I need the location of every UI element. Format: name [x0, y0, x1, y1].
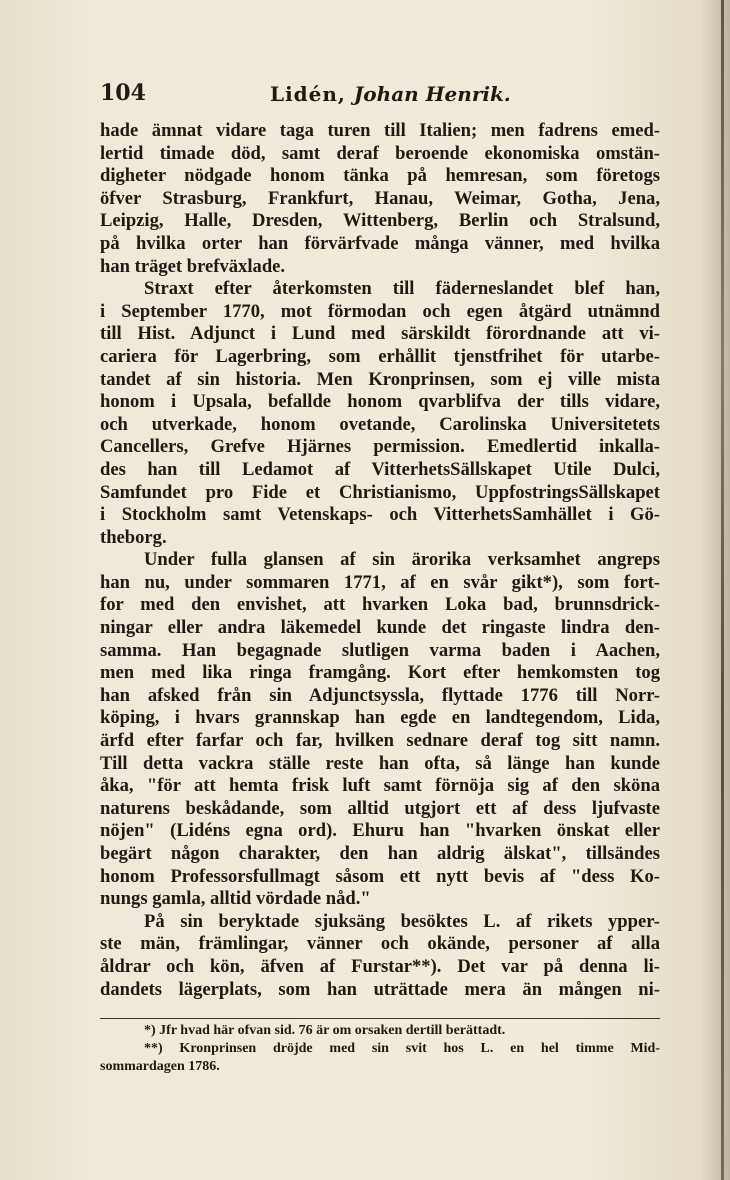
- text-line: for med den envishet, att hvarken Loka bad, brunnsdrick-: [100, 594, 660, 616]
- text-line: tandet af sin historia. Men Kronprinsen, som ej ville mista: [100, 368, 660, 390]
- page-edge: [721, 0, 724, 1180]
- text-line: ste män, främlingar, vänner och okände, personer af alla: [100, 933, 660, 955]
- page-header: [100, 80, 660, 112]
- footnotes: [100, 1022, 660, 1076]
- text-line: naturens beskådande, som alltid utgjort ett af dess ljufvaste: [100, 797, 660, 819]
- text-line: Under fulla glansen af sin ärorika verksamhet angreps: [144, 549, 660, 571]
- footnote: sommardagen 1786.: [100, 1059, 220, 1074]
- body-text: [100, 120, 660, 1001]
- text-line: han träget brefväxlade.: [100, 255, 286, 277]
- text-line: till Hist. Adjunct i Lund med särskildt förordnande att vi-: [100, 323, 660, 345]
- text-line: theborg.: [100, 526, 167, 548]
- text-line: åldrar och kön, äfven af Furstar**). Det var på denna li-: [100, 955, 660, 977]
- footnote: *) Jfr hvad här ofvan sid. 76 är om orsaken dertill berättadt.: [144, 1023, 506, 1038]
- text-line: Samfundet pro Fide et Christianismo, UppfostringsSällskapet: [100, 481, 660, 503]
- text-line: Leipzig, Halle, Dresden, Wittenberg, Berlin och Stralsund,: [100, 210, 660, 232]
- text-line: cariera för Lagerbring, som erhållit tjenstfrihet för utarbe-: [100, 345, 660, 367]
- text-line: Cancellers, Grefve Hjärnes permission. Emedlertid inkalla-: [100, 436, 660, 458]
- text-line: dandets lägerplats, som han uträttade mera än mången ni-: [100, 978, 660, 1000]
- text-line: nungs gamla, alltid vördade nåd.": [100, 888, 371, 910]
- text-line: öfver Strasburg, Frankfurt, Hanau, Weimar, Gotha, Jena,: [100, 187, 660, 209]
- text-line: hade ämnat vidare taga turen till Italien; men fadrens emed-: [100, 120, 660, 141]
- text-line: På sin beryktade sjuksäng besöktes L. af rikets ypper-: [144, 910, 660, 932]
- text-line: ningar eller andra läkemedel kunde det ringaste lindra den-: [100, 617, 660, 639]
- footnote: **) Kronprinsen dröjde med sin svit hos L. en hel timme Mid-: [144, 1041, 660, 1056]
- text-line: honom i Upsala, befallde honom qvarblifva der tills vidare,: [100, 391, 660, 413]
- text-line: i September 1770, mot förmodan och egen åtgärd utnämnd: [100, 300, 660, 322]
- text-line: samma. Han begagnade slutligen varma baden i Aachen,: [100, 639, 660, 661]
- text-line: han afsked från sin Adjunctsyssla, flyttade 1776 till Norr-: [100, 684, 660, 706]
- text-line: lertid timade död, samt deraf beroende ekonomiska omstän-: [100, 142, 660, 164]
- text-line: i Stockholm samt Vetenskaps- och VitterhetsSamhället i Gö-: [100, 504, 660, 526]
- text-line: ärfd efter farfar och far, hvilken sednare deraf tog sitt namn.: [100, 730, 660, 752]
- text-line: köping, i hvars grannskap han egde en landtegendom, Lida,: [100, 707, 660, 729]
- text-line: Straxt efter återkomsten till fäderneslandet blef han,: [144, 278, 660, 300]
- footnote-rule: [100, 1018, 660, 1019]
- text-line: Till detta vackra ställe reste han ofta, så länge han kunde: [100, 752, 660, 774]
- title-name: Johan Henrik.: [353, 82, 511, 106]
- text-line: han nu, under sommaren 1771, af en svår gikt*), som fort-: [100, 571, 660, 593]
- text-line: åka, "för att hemta frisk luft samt förnöja sig af den sköna: [100, 775, 660, 797]
- text-line: des han till Ledamot af VitterhetsSällskapet Utile Dulci,: [100, 458, 660, 480]
- page-number: 104: [100, 80, 146, 106]
- title-prefix: Lidén,: [270, 82, 346, 106]
- text-line: digheter nödgade honom tänka på hemresan, som företogs: [100, 165, 660, 187]
- text-line: och utverkade, honom ovetande, Carolinska Universitetets: [100, 413, 660, 435]
- text-line: nöjen" (Lidéns egna ord). Ehuru han "hvarken önskat eller: [100, 820, 660, 842]
- text-line: men med lika ringa framgång. Kort efter hemkomsten tog: [100, 662, 660, 684]
- text-line: begärt någon charakter, den han aldrig älskat", tillsändes: [100, 843, 660, 864]
- text-line: på hvilka orter han förvärfvade många vänner, med hvilka: [100, 232, 660, 254]
- text-line: honom Professorsfullmagt såsom ett nytt bevis af "dess Ko-: [100, 865, 660, 887]
- running-title: [270, 82, 511, 106]
